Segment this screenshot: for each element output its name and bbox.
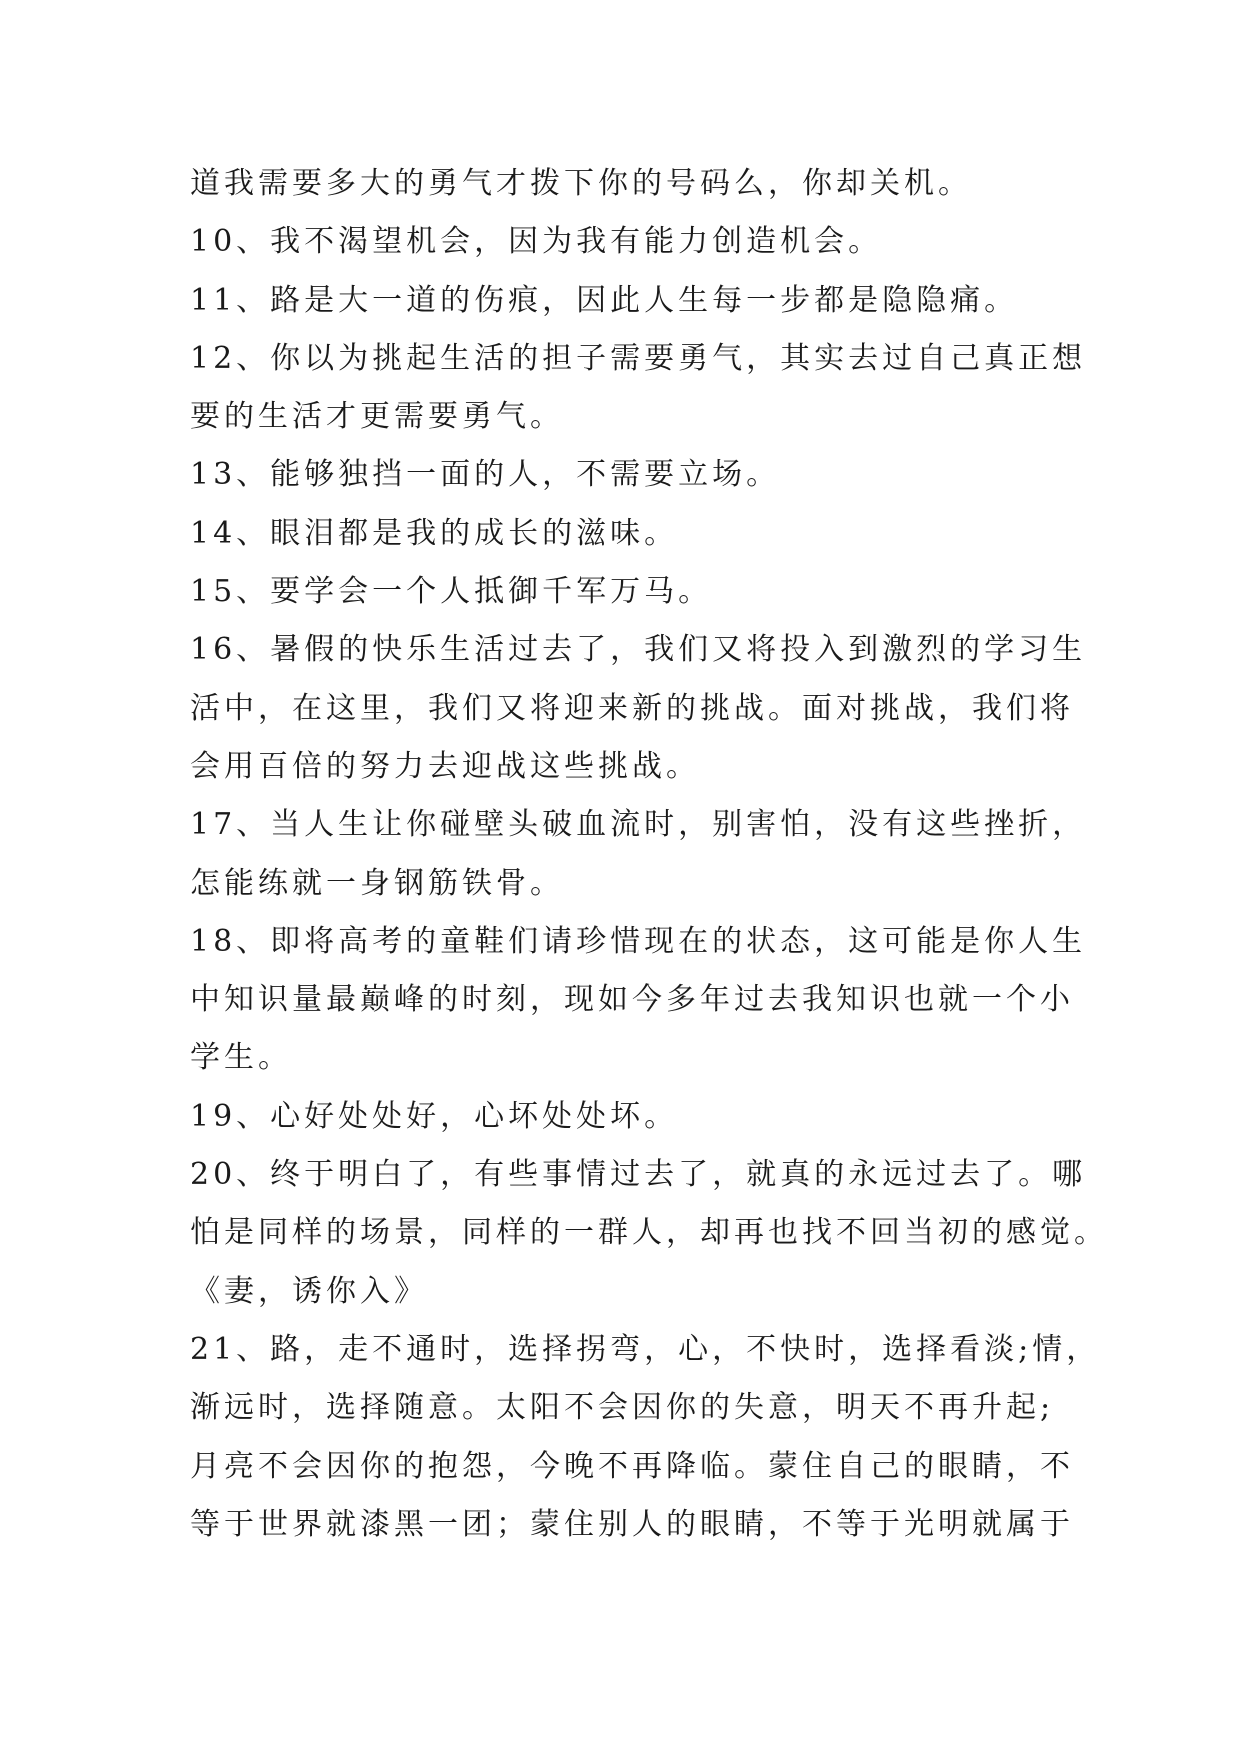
text-line: 14、眼泪都是我的成长的滋味。 — [190, 515, 679, 551]
text-line: 道我需要多大的勇气才拨下你的号码么，你却关机。 — [190, 166, 972, 201]
text-line: 活中，在这里，我们又将迎来新的挑战。面对挑战，我们将 — [190, 690, 1074, 726]
text-line: 要的生活才更需要勇气。 — [190, 399, 564, 435]
text-line: 渐远时，选择随意。太阳不会因你的失意，明天不再升起; — [190, 1390, 1055, 1426]
text-line: 19、心好处处好，心坏处处坏。 — [190, 1098, 679, 1134]
text-line: 15、要学会一个人抵御千军万马。 — [190, 574, 713, 610]
text-line: 月亮不会因你的抱怨，今晚不再降临。蒙住自己的眼睛，不 — [190, 1448, 1074, 1484]
text-line: 10、我不渴望机会，因为我有能力创造机会。 — [190, 224, 883, 260]
text-line: 13、能够独挡一面的人，不需要立场。 — [190, 457, 781, 493]
body-text — [190, 155, 1108, 1554]
text-line: 怕是同样的场景，同样的一群人，却再也找不回当初的感觉。 — [190, 1215, 1108, 1251]
text-line: 《妻，诱你入》 — [190, 1273, 428, 1309]
text-line: 中知识量最巅峰的时刻，现如今多年过去我知识也就一个小 — [190, 982, 1074, 1018]
text-line: 等于世界就漆黑一团；蒙住别人的眼睛，不等于光明就属于 — [190, 1506, 1074, 1542]
text-line: 11、路是大一道的伤痕，因此人生每一步都是隐隐痛。 — [190, 282, 1019, 318]
text-line: 12、你以为挑起生活的担子需要勇气，其实去过自己真正想 — [190, 340, 1087, 376]
text-line: 18、即将高考的童鞋们请珍惜现在的状态，这可能是你人生 — [190, 923, 1087, 959]
text-line: 17、当人生让你碰壁头破血流时，别害怕，没有这些挫折， — [190, 807, 1087, 843]
text-line: 学生。 — [190, 1040, 292, 1076]
text-line: 20、终于明白了，有些事情过去了，就真的永远过去了。哪 — [190, 1157, 1087, 1193]
text-line: 21、路，走不通时，选择拐弯，心，不快时，选择看淡;情， — [190, 1331, 1101, 1367]
text-line: 怎能练就一身钢筋铁骨。 — [190, 865, 564, 901]
text-line: 16、暑假的快乐生活过去了，我们又将投入到激烈的学习生 — [190, 632, 1087, 668]
text-line: 会用百倍的努力去迎战这些挑战。 — [190, 748, 700, 784]
